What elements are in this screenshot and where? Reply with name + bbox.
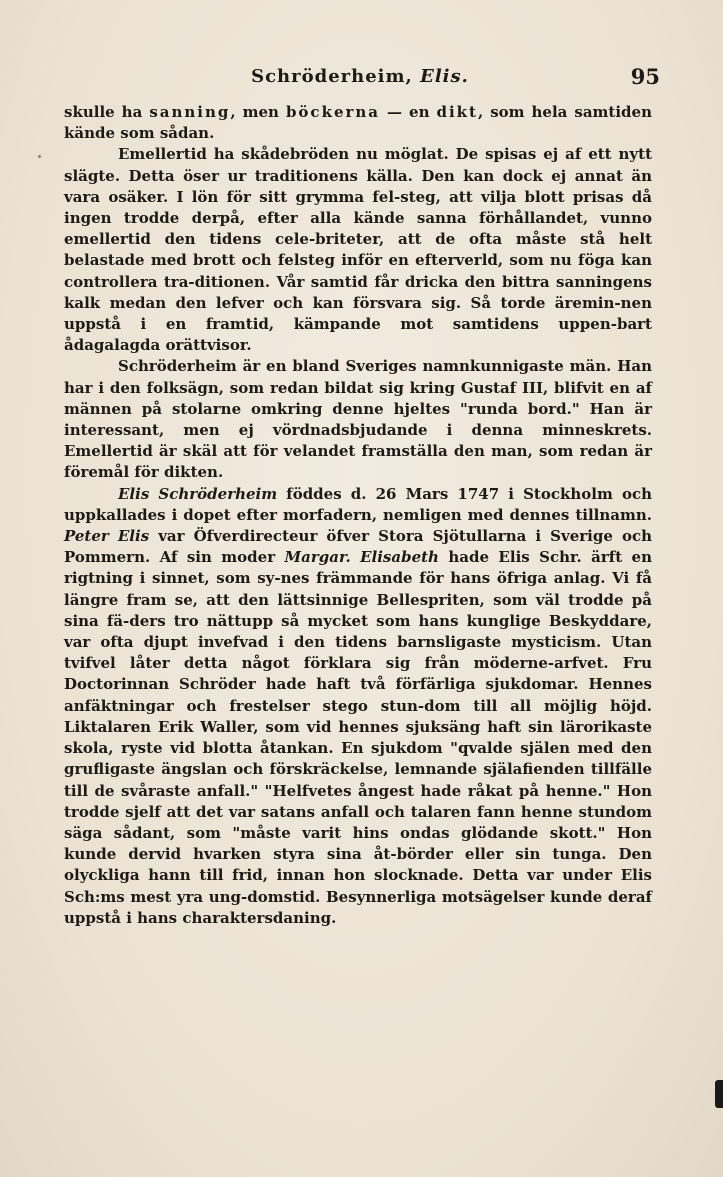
paragraph-2: Emellertid ha skådebröden nu möglat. De spisas ej af ett nytt slägte. Detta öser ur traditionens källa. Den kan dock ej annat än vara osäker. I lön för sitt grymma fel-steg, att vilja blott prisas då ingen trodde derpå, efter alla kände sanna förhållandet, vunno emellertid den tidens cele-briteter, att de ofta måste stå helt belastade med brott och felsteg inför en efterverld, som nu föga kan controllera tra-ditionen. Vår samtid får dricka den bittra sanningens kalk medan den lefver och kan försvara sig. Så torde äremin-nen uppstå i en framtid, kämpande mot samtidens uppen-bart ådagalagda orättvisor. [64,145,652,355]
page-header [60,62,660,92]
page-edge-mark [715,1080,723,1108]
margin-dot [38,155,41,158]
paragraph-4 [64,484,652,929]
p4-name-peter-elis: Peter Elis [64,527,150,546]
p4-name-elis: Elis Schröderheim [118,484,278,503]
p1-text-3: , men [230,103,286,121]
page-number: 95 [630,64,660,89]
running-head-italic: Elis. [420,66,469,87]
body-text [64,102,652,929]
paragraph-1 [64,102,652,144]
p4-text-3: hade Elis Schr. ärft en rigtning i sinnet, som sy-nes främmande för hans öfriga anlag. Vi få längre fram se, att den lättsinnige Bellespriten, som väl trodde på sina fä-ders tro nättupp så mycket som hans kunglige Beskyddare, var ofta djupt invefvad i den tidens barnsligaste mysticism. Utan tvifvel låter detta något förklara sig från möderne-arfvet. Fru Doctorinnan Schröder hade haft två förfärliga sjukdomar. Hennes anfäktningar och frestelser stego stun-dom till all möjlig höjd. Liktalaren Erik Waller, som vid hennes sjuksäng haft sin lärorikaste skola, ryste vid blotta åtankan. En sjukdom "qvalde själen med den grufligaste ängslan och förskräckelse, lemnande själafienden tillfälle till de svåraste anfall." "Helfvetes ångest hade råkat på henne." Hon trodde sjelf att det var satans anfall och talaren fann henne stundom säga sådant, som "måste varit hins ondas glödande skott." Hon kunde dervid hvarken styra sina åt-börder eller sin tunga. Den olyckliga hann till frid, innan hon slocknade. Detta var under Elis Sch:ms mest yra ung-domstid. Besynnerliga motsägelser kunde deraf uppstå i hans charaktersdaning. [64,548,652,927]
p1-text-7: , som hela samtiden kände som sådan. [64,103,652,143]
paragraph-3: Schröderheim är en bland Sveriges namnkunnigaste män. Han har i den folksägn, som redan bildat sig kring Gustaf III, blifvit en af männen på stolarne omkring denne hjeltes "runda bord." Han är interessant, men ej vördnadsbjudande i denna minneskrets. Emellertid är skäl att för velandet framställa den man, som redan är föremål för dikten. [64,357,652,482]
p4-text-2: var Öfverdirecteur öfver Stora Sjötullarna i Sverige och Pommern. Af sin moder [64,527,652,567]
p1-text-1: skulle ha [64,103,150,121]
p1-spaced-bockerna: böckerna [285,103,381,121]
p4-text-1: föddes d. 26 Mars 1747 i Stockholm och uppkallades i dopet efter morfadern, nemligen med dennes tillnamn. [64,484,652,524]
running-head [60,66,660,87]
p4-name-margar-elisabeth: Margar. Elisabeth [284,548,439,567]
p1-text-5: — en [380,103,437,121]
p1-spaced-dikt: dikt [436,103,478,121]
p1-spaced-sanning: sanning [149,103,231,121]
running-head-name: Schröderheim, [251,66,413,87]
